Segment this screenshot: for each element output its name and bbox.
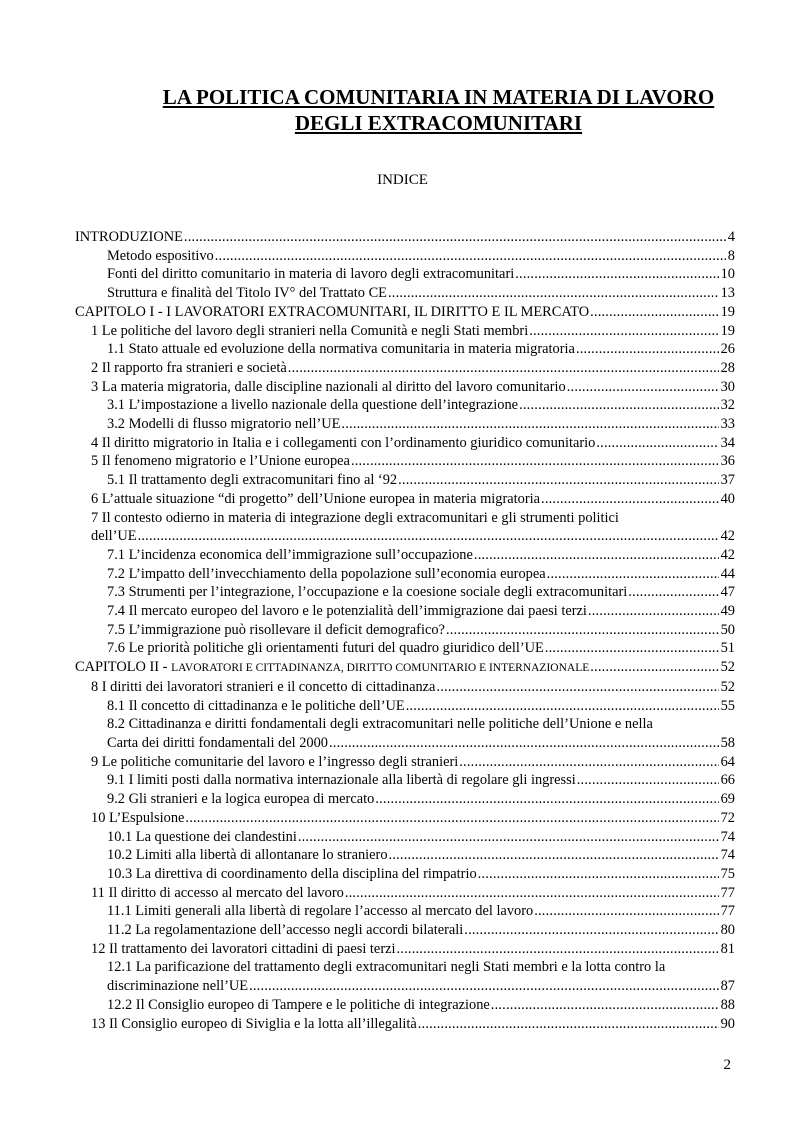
toc-entry[interactable]: 11.1 Limiti generali alla libertà di regolare l’accesso al mercato del lavoro ..... 77 — [75, 902, 735, 921]
toc-entry[interactable]: 4 Il diritto migratorio in Italia e i collegamenti con l’ordinamento giuridico comunitario ..... 34 — [75, 434, 735, 453]
toc-entry[interactable]: 8 I diritti dei lavoratori stranieri e il concetto di cittadinanza ..... 52 — [75, 678, 735, 697]
toc-entry[interactable]: 11 Il diritto di accesso al mercato del lavoro ..... 77 — [75, 884, 735, 903]
document-title — [0, 84, 793, 136]
toc-entry[interactable]: 10 L’Espulsione ..... 72 — [75, 809, 735, 828]
toc-entry[interactable]: Fonti del diritto comunitario in materia di lavoro degli extracomunitari ..... 10 — [75, 265, 735, 284]
toc-entry[interactable]: 7.6 Le priorità politiche gli orientamenti futuri del quadro giuridico dell’UE ..... 51 — [75, 639, 735, 658]
toc-entry[interactable]: 9.2 Gli stranieri e la logica europea di mercato ..... 69 — [75, 790, 735, 809]
toc-entry[interactable]: 6 L’attuale situazione “di progetto” dell’Unione europea in materia migratoria ..... 40 — [75, 490, 735, 509]
toc-entry[interactable]: 13 Il Consiglio europeo di Siviglia e la lotta all’illegalità ..... 90 — [75, 1015, 735, 1034]
table-of-contents — [75, 228, 735, 1033]
toc-entry[interactable]: 7.1 L’incidenza economica dell’immigrazione sull’occupazione ..... 42 — [75, 546, 735, 565]
toc-entry[interactable]: Metodo espositivo ..... 8 — [75, 247, 735, 266]
toc-entry[interactable]: 5.1 Il trattamento degli extracomunitari fino al ‘92 ..... 37 — [75, 471, 735, 490]
title-line-2: DEGLI EXTRACOMUNITARI — [294, 111, 583, 135]
toc-entry[interactable]: INTRODUZIONE ..... 4 — [75, 228, 735, 247]
toc-entry-wrap: 12.1 La parificazione del trattamento degli extracomunitari negli Stati membri e la lotta contro la — [107, 959, 666, 976]
toc-entry[interactable]: 3 La materia migratoria, dalle discipline nazionali al diritto del lavoro comunitario ..... 30 — [75, 378, 735, 397]
toc-entry[interactable]: dell’UE ..... 42 — [75, 527, 735, 546]
title-line-1: LA POLITICA COMUNITARIA IN MATERIA DI LAVORO — [162, 85, 715, 109]
index-heading: INDICE — [377, 172, 428, 188]
toc-entry[interactable]: 8.1 Il concetto di cittadinanza e le politiche dell’UE ..... 55 — [75, 697, 735, 716]
toc-entry[interactable]: 10.1 La questione dei clandestini ..... 74 — [75, 828, 735, 847]
toc-entry[interactable]: 12 Il trattamento dei lavoratori cittadini di paesi terzi ..... 81 — [75, 940, 735, 959]
toc-entry[interactable]: 11.2 La regolamentazione dell’accesso negli accordi bilaterali ..... 80 — [75, 921, 735, 940]
toc-entry[interactable]: 7.5 L’immigrazione può risollevare il deficit demografico? ..... 50 — [75, 621, 735, 640]
toc-entry[interactable]: Carta dei diritti fondamentali del 2000 ..... 58 — [75, 734, 735, 753]
toc-entry[interactable]: 10.2 Limiti alla libertà di allontanare lo straniero ..... 74 — [75, 846, 735, 865]
toc-entry[interactable]: 7.3 Strumenti per l’integrazione, l’occupazione e la coesione sociale degli extracomunitari ..... 47 — [75, 583, 735, 602]
toc-chapter[interactable]: CAPITOLO I - I LAVORATORI EXTRACOMUNITARI, IL DIRITTO E IL MERCATO ..... 19 — [75, 303, 735, 322]
toc-entry[interactable]: 5 Il fenomeno migratorio e l’Unione europea ..... 36 — [75, 452, 735, 471]
toc-entry[interactable]: 7.2 L’impatto dell’invecchiamento della popolazione sull’economia europea ..... 44 — [75, 565, 735, 584]
toc-entry[interactable]: 9.1 I limiti posti dalla normativa internazionale alla libertà di regolare gli ingressi ..... 66 — [75, 771, 735, 790]
toc-entry[interactable]: 12.2 Il Consiglio europeo di Tampere e le politiche di integrazione ..... 88 — [75, 996, 735, 1015]
page-number: 2 — [723, 1057, 731, 1073]
toc-entry[interactable]: 10.3 La direttiva di coordinamento della disciplina del rimpatrio ..... 75 — [75, 865, 735, 884]
toc-entry[interactable]: 7.4 Il mercato europeo del lavoro e le potenzialità dell’immigrazione dai paesi terzi ..... 49 — [75, 602, 735, 621]
toc-entry[interactable]: 1.1 Stato attuale ed evoluzione della normativa comunitaria in materia migratoria ..... 26 — [75, 340, 735, 359]
toc-entry[interactable]: 3.2 Modelli di flusso migratorio nell’UE ..... 33 — [75, 415, 735, 434]
toc-entry[interactable]: 3.1 L’impostazione a livello nazionale della questione dell’integrazione ..... 32 — [75, 396, 735, 415]
toc-entry[interactable]: 9 Le politiche comunitarie del lavoro e l’ingresso degli stranieri ..... 64 — [75, 753, 735, 772]
toc-entry[interactable]: Struttura e finalità del Titolo IV° del Trattato CE ..... 13 — [75, 284, 735, 303]
toc-entry[interactable]: 2 Il rapporto fra stranieri e società ..... 28 — [75, 359, 735, 378]
toc-entry-wrap: 7 Il contesto odierno in materia di integrazione degli extracomunitari e gli strumenti politici — [91, 509, 619, 526]
toc-chapter[interactable]: CAPITOLO II - LAVORATORI E CITTADINANZA, DIRITTO COMUNITARIO E INTERNAZIONALE ..... 52 — [75, 658, 735, 678]
toc-entry[interactable]: 1 Le politiche del lavoro degli stranieri nella Comunità e negli Stati membri ..... 19 — [75, 322, 735, 341]
toc-entry[interactable]: discriminazione nell’UE ..... 87 — [75, 977, 735, 996]
toc-entry-wrap: 8.2 Cittadinanza e diritti fondamentali degli extracomunitari nelle politiche dell’Unione e nella — [107, 716, 653, 733]
